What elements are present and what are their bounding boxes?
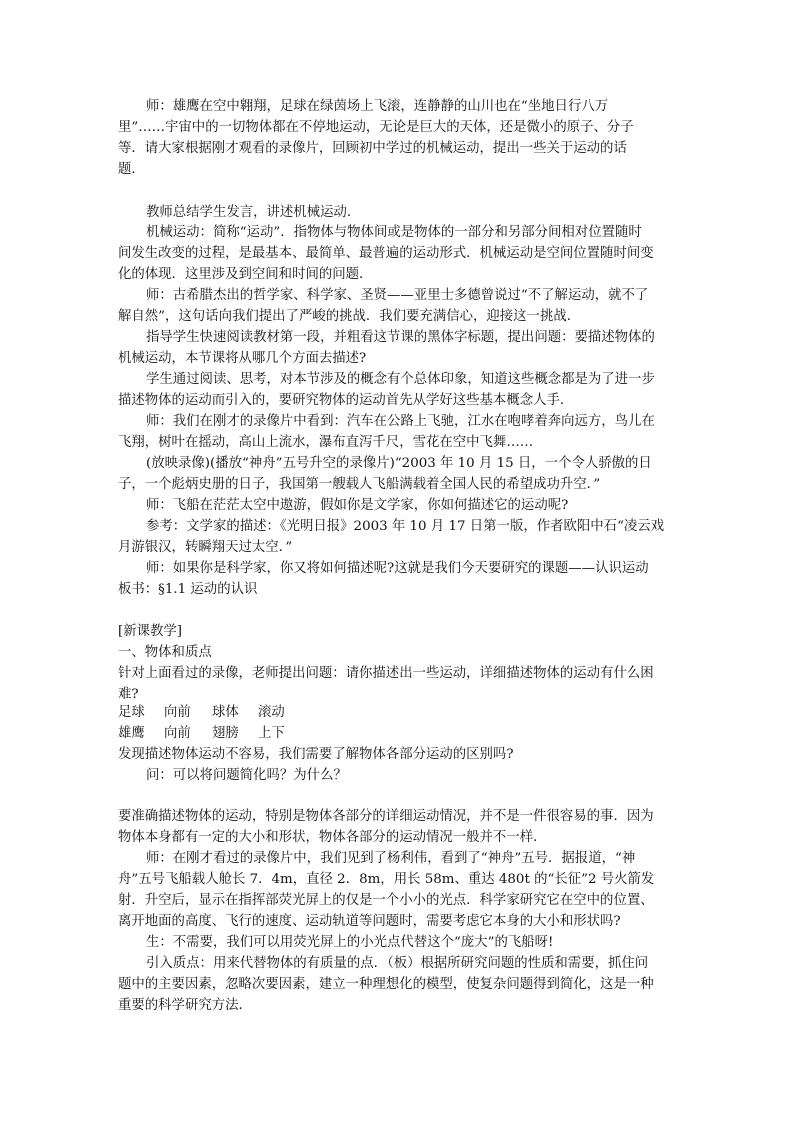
paragraph-shenzhou: [118, 453, 680, 495]
section-heading-new-lesson: [118, 621, 680, 642]
text-line: 师：古希腊杰出的哲学家、科学家、圣贤——亚里士多德曾说过“不了解运动，就不了: [146, 288, 649, 303]
text-line: 要准确描述物体的运动，特别是物体各部分的详细运动情况，并不是一件很容易的事．因为: [118, 809, 654, 824]
motion-table-row: [118, 702, 680, 723]
paragraph-summary: [118, 202, 680, 223]
text-line: 描述物体的运动而引入的，要研究物体的运动首先从学好这些基本概念人手．: [118, 393, 574, 408]
table-cell: 雄鹰: [118, 726, 145, 741]
text-line: 师：飞船在茫茫太空中遨游，假如你是文学家，你如何描述它的运动呢?: [146, 498, 569, 513]
text-line: 解自然”，这句话向我们提出了严峻的挑战．我们要充满信心，迎接这一挑战．: [118, 309, 581, 324]
paragraph-simplify-question: [118, 765, 680, 786]
paragraph-reference: [118, 516, 680, 558]
paragraph-particle-definition: [118, 953, 680, 1016]
table-cell: 滚动: [258, 705, 285, 720]
text-line: [新课教学]: [118, 624, 183, 639]
text-line: 物体本身都有一定的大小和形状，物体各部分的运动情况一般并不一样．: [118, 830, 547, 845]
text-line: 等．请大家根据刚才观看的录像片，回顾初中学过的机械运动，提出一些关于运动的话: [118, 141, 627, 156]
paragraph-intro: [118, 96, 680, 180]
text-line: 机械运动：简称“运动”．指物体与物体间或是物体的一部分和另部分间相对位置随时: [146, 225, 642, 240]
table-cell: 翅膀: [212, 726, 239, 741]
table-cell: 上下: [258, 726, 285, 741]
paragraph-teacher-question: [118, 663, 680, 705]
paragraph-reading-guide: [118, 327, 680, 369]
table-cell: 向前: [164, 726, 191, 741]
table-cell: 球体: [212, 705, 239, 720]
paragraph-spacecraft: [118, 848, 680, 932]
text-line: 间发生改变的过程，是最基本、最简单、最普遍的运动形式．机械运动是空间位置随时间变: [118, 246, 654, 261]
text-line: 舟”五号飞船载人舱长 7．4m，直径 2．8m，用长 58m、重达 480t 的“长征”2 号火箭发: [118, 872, 655, 887]
text-line: (放映录像)(播放“神舟”五号升空的录像片)“2003 年 10 月 15 日，一个令人骄傲的日: [146, 456, 652, 471]
text-line: 机械运动，本节课将从哪几个方面去描述?: [118, 351, 367, 366]
paragraph-students: [118, 369, 680, 411]
paragraph-board-title: [118, 579, 680, 600]
paragraph-scientist-question: [118, 558, 680, 579]
text-line: 题中的主要因素，忽略次要因素，建立一种理想化的模型，使复杂问题得到简化，这是一种: [118, 977, 654, 992]
table-cell: 足球: [118, 705, 145, 720]
text-line: 引入质点：用来代替物体的有质量的点．（板）根据所研究问题的性质和需要，抓住问: [146, 956, 649, 971]
text-line: 飞翔，树叶在摇动，高山上流水，瀑布直泻千尺，雪花在空中飞舞……: [118, 435, 534, 450]
text-line: 师：雄鹰在空中翱翔，足球在绿茵场上飞滚，连静静的山川也在“坐地日行八万: [146, 99, 609, 114]
text-line: 化的体现．这里涉及到空间和时间的问题．: [118, 267, 373, 282]
paragraph-video: [118, 411, 680, 453]
text-line: 针对上面看过的录像，老师提出问题：请你描述出一些运动，详细描述物体的运动有什么困: [118, 666, 654, 681]
text-line: 问：可以将问题简化吗？为什么？: [146, 768, 347, 783]
text-line: 难?: [118, 687, 139, 702]
text-line: 教师总结学生发言，讲述机械运动．: [146, 205, 361, 220]
text-line: 参考：文学家的描述：《光明日报》2003 年 10 月 17 日第一版，作者欧阳中石“凌云戏: [146, 519, 665, 534]
text-line: 一、物体和质点: [118, 645, 212, 660]
text-line: 重要的科学研究方法．: [118, 998, 252, 1013]
text-line: 师：如果你是科学家，你又将如何描述呢?这就是我们今天要研究的课题——认识运动: [146, 561, 649, 576]
text-line: 指导学生快速阅读教材第一段，并粗看这节课的黑体字标题，提出问题：要描述物体的: [146, 330, 655, 345]
paragraph-student-answer: [118, 932, 680, 953]
paragraph-writer-question: [118, 495, 680, 516]
paragraph-aristotle: [118, 285, 680, 327]
text-line: 生：不需要，我们可以用荧光屏上的小光点代替这个“庞大”的飞船呀!: [146, 935, 554, 950]
text-line: 板书：§1.1 运动的认识: [118, 582, 258, 597]
text-line: 子，一个彪炳史册的日子，我国第一艘载人飞船满载着全国人民的希望成功升空．”: [118, 477, 601, 492]
text-line: 月游银汉，转瞬翔天过太空．”: [118, 540, 293, 555]
text-line: 离开地面的高度、飞行的速度、运动轨道等问题时，需要考虑它本身的大小和形状吗?: [118, 914, 621, 929]
paragraph-accurate-description: [118, 806, 680, 848]
text-line: 里”……宇宙中的一切物体都在不停地运动，无论是巨大的天体，还是微小的原子、分子: [118, 120, 634, 135]
motion-table-row: [118, 723, 680, 744]
table-cell: 向前: [164, 705, 191, 720]
text-line: 发现描述物体运动不容易，我们需要了解物体各部分运动的区别吗?: [118, 747, 514, 762]
paragraph-discovery: [118, 744, 680, 765]
text-line: 师：在刚才看过的录像片中，我们见到了杨利伟，看到了“神舟”五号．据报道，“神: [146, 851, 636, 866]
text-line: 射．升空后，显示在指挥部荧光屏上的仅是一个小小的光点．科学家研究它在空中的位置、: [118, 893, 654, 908]
text-line: 题．: [118, 162, 145, 177]
paragraph-mechanical-motion: [118, 222, 680, 285]
section-heading-object-particle: [118, 642, 680, 663]
text-line: 学生通过阅读、思考，对本节涉及的概念有个总体印象，知道这些概念都是为了进一步: [146, 372, 655, 387]
text-line: 师：我们在刚才的录像片中看到：汽车在公路上飞驰，江水在咆哮着奔向远方，鸟儿在: [146, 414, 655, 429]
